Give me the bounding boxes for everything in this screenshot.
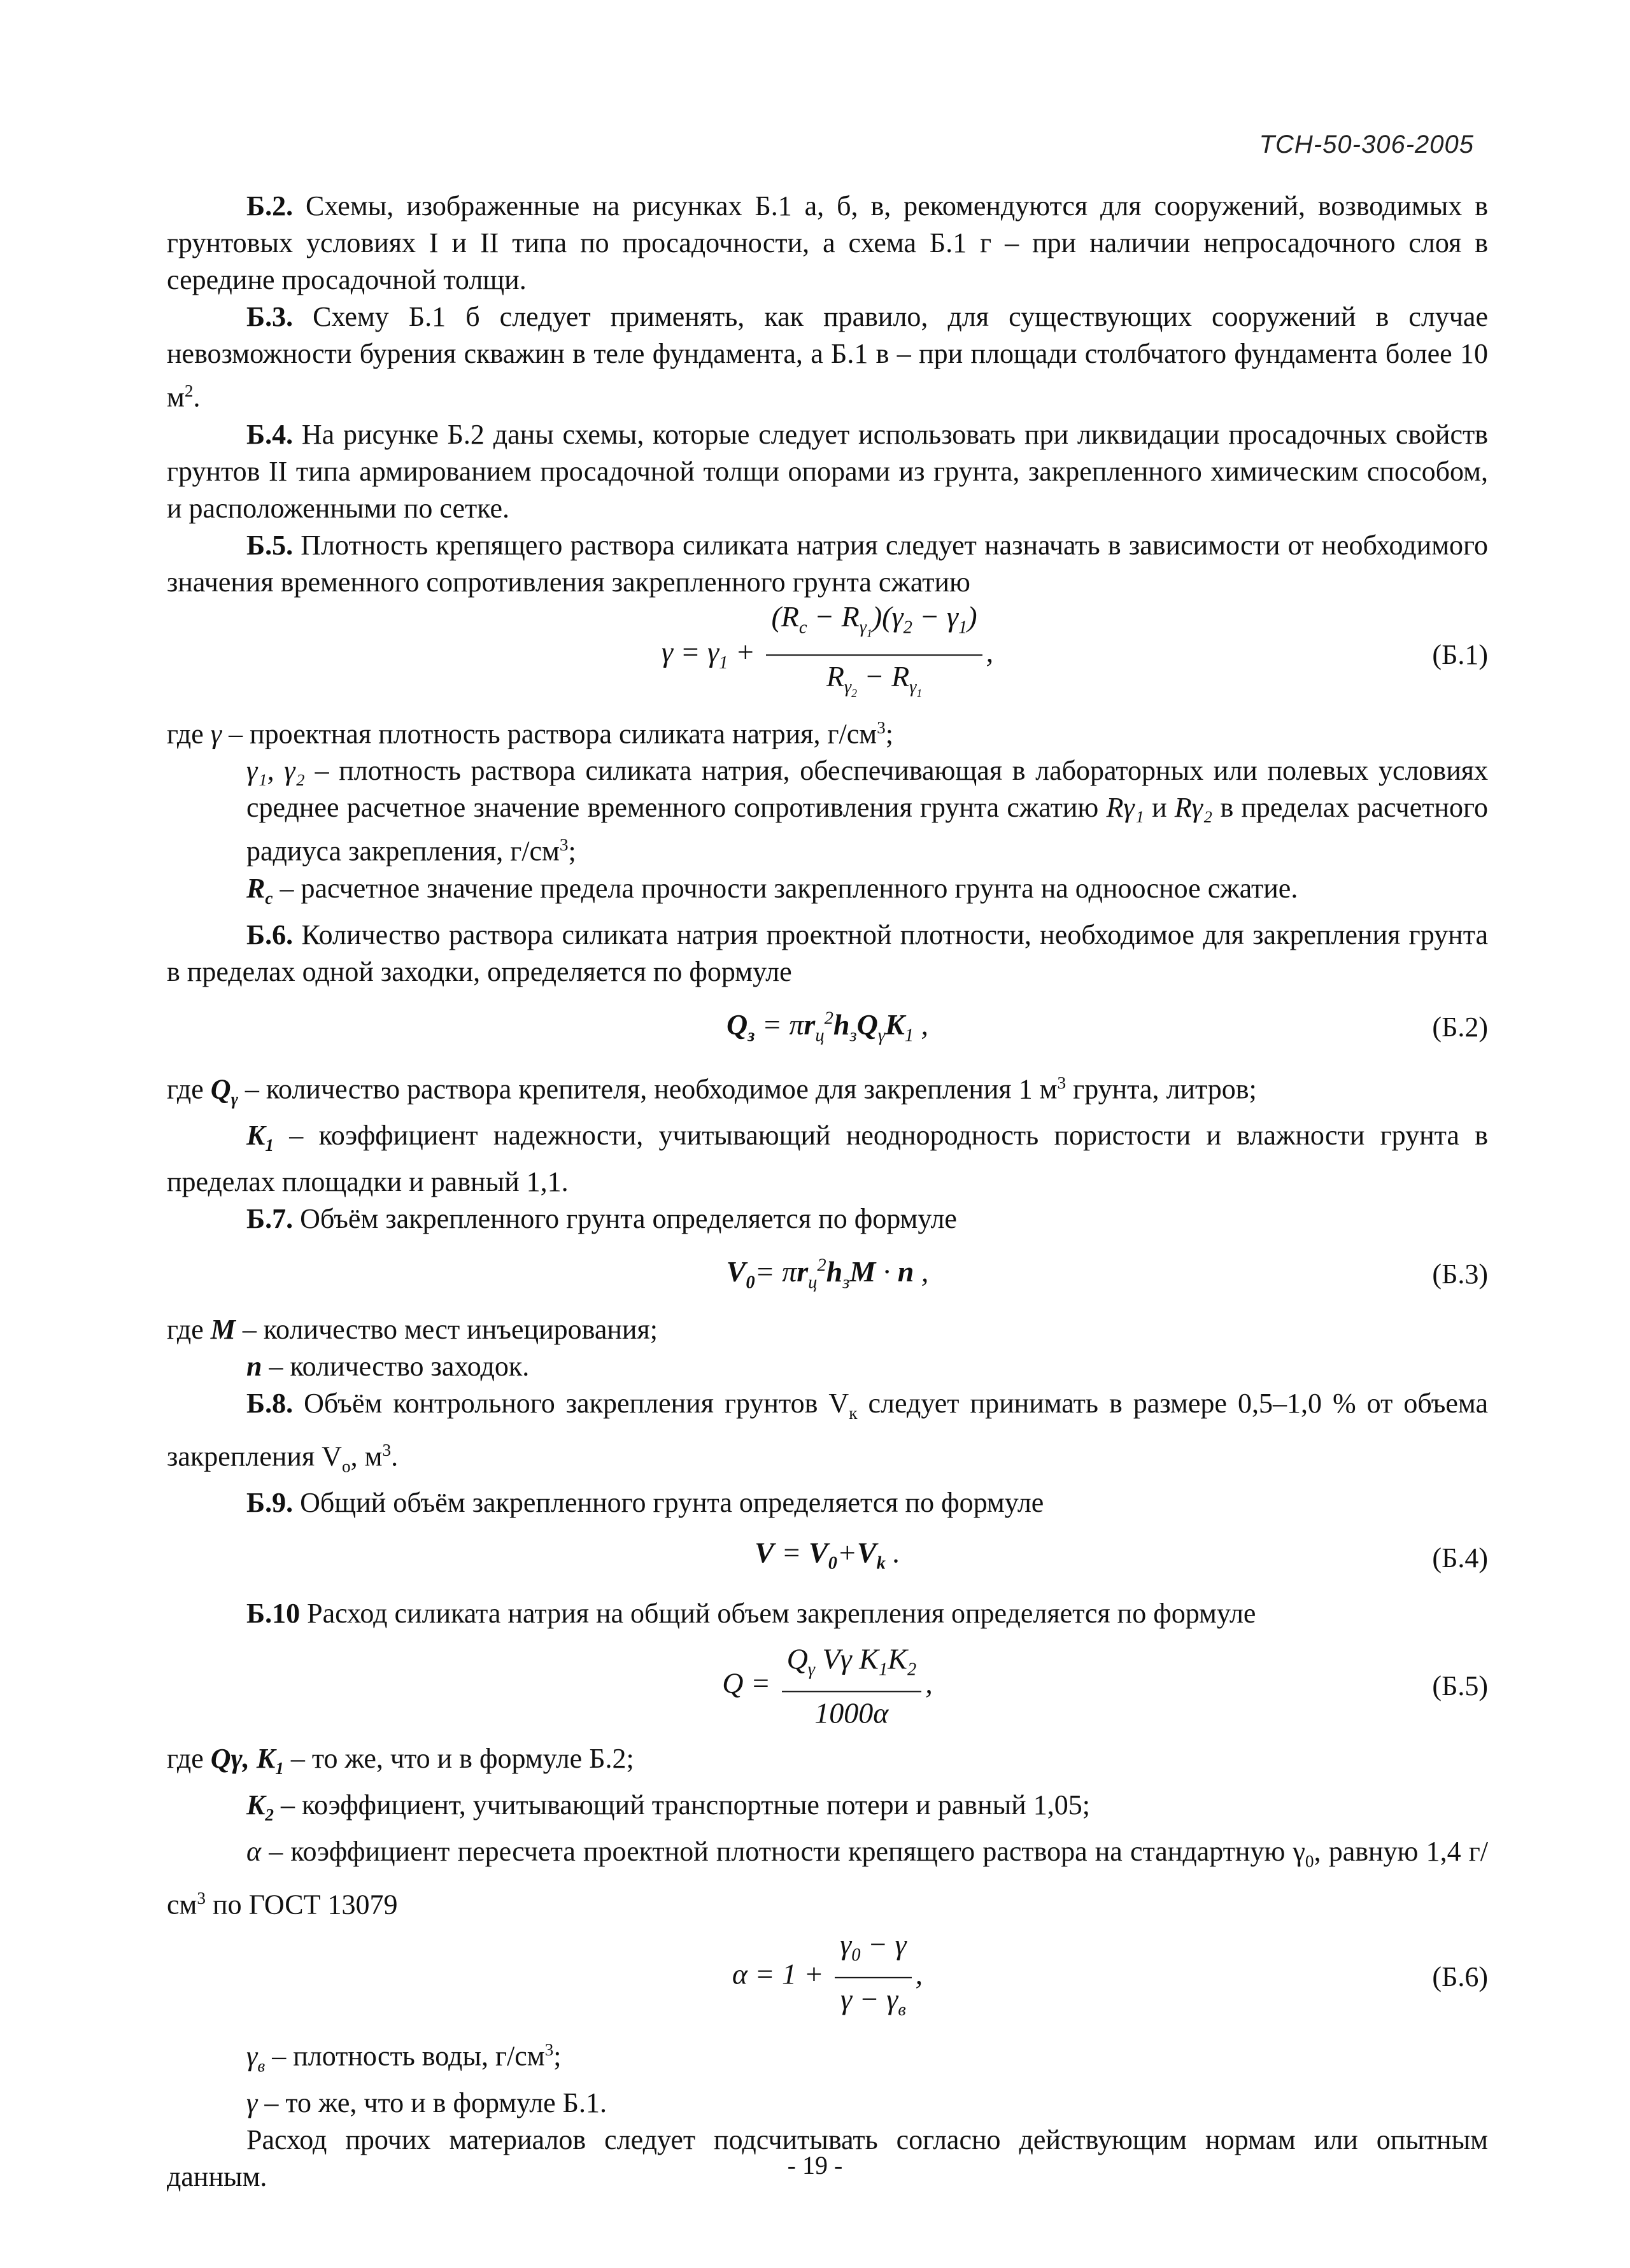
paragraph-b4 xyxy=(167,416,1488,527)
clause-label: Б.2. xyxy=(246,190,294,222)
formula-b3 xyxy=(167,1244,1488,1305)
def-text2: , равную 1,4 г/см xyxy=(167,1835,1488,1920)
page-number: - 19 - xyxy=(787,2151,843,2180)
superscript: 3 xyxy=(197,1888,206,1908)
def-subscript: 1 xyxy=(275,1759,284,1778)
paragraph-text: Схемы, изображенные на рисунках Б.1 а, б, в, рекомендуются для сооружений, возводимых в грунтовых условиях I и II типа по просадочности, а схема Б.1 г – при наличии непросадочного слоя в середине просадочной толщи. xyxy=(167,190,1488,295)
def-text: – плотность воды, г/см xyxy=(265,2040,545,2072)
paragraph-b6 xyxy=(167,917,1488,990)
page-body xyxy=(167,188,1488,2195)
subscript: 0 xyxy=(1305,1851,1314,1871)
paragraph-end: . xyxy=(391,1440,399,1472)
formula-number: (Б.1) xyxy=(1432,638,1488,670)
paragraph-b9 xyxy=(167,1484,1488,1521)
definition-gamma12 xyxy=(167,752,1488,870)
formula-expression: $\gamma = \gamma_1$ + $\frac{(R_c - R_{\gamma_1})(\gamma_2 - \gamma_1)}{R_{\gamma_2} - R_{\gamma_1}}$ , xyxy=(167,598,1488,712)
definition-q-gamma xyxy=(167,1064,1488,1117)
paragraph-b10 xyxy=(167,1595,1488,1632)
def-text: – коэффициент, учитывающий транспортные потери и равный 1,05; xyxy=(274,1789,1090,1821)
paragraph-text: Схему Б.1 б следует применять, как правило, для существующих сооружений в случае невозможности бурения скважин в теле фундамента, а Б.1 в – при площади столбчатого фундамента более 10 м xyxy=(167,301,1488,413)
def-symbol: K xyxy=(246,1120,266,1152)
definition-alpha xyxy=(167,1833,1488,1923)
def-text: – коэффициент пересчета проектной плотности крепящего раствора на стандартную γ xyxy=(261,1835,1305,1867)
def-prefix: где xyxy=(167,1314,211,1346)
formula-b1 xyxy=(167,600,1488,703)
definition-n xyxy=(167,1348,1488,1385)
formula-expression: $Q_з = \pi r_ц^2h_зQ_\gamma K_1$ , xyxy=(726,1008,929,1046)
superscript: 3 xyxy=(877,717,886,737)
def-text: – проектная плотность раствора силиката натрия, г/см xyxy=(222,718,877,750)
def-prefix: где xyxy=(167,718,211,750)
subscript: к xyxy=(849,1403,858,1423)
clause-label: Б.5. xyxy=(246,529,294,561)
formula-b6 xyxy=(167,1929,1488,2025)
formula-b4 xyxy=(167,1528,1488,1589)
def-subscript: 1 xyxy=(265,1136,274,1155)
formula-expression: $V_0= \pi r_ц^2h_зM \cdot n$ , xyxy=(726,1255,929,1293)
def-symbol-r2: Rγ₂ xyxy=(1174,792,1213,824)
paragraph-b8 xyxy=(167,1385,1488,1484)
def-symbol: α xyxy=(246,1835,262,1867)
document-code-header: ТСН-50-306-2005 xyxy=(1259,130,1474,158)
def-text: – коэффициент надежности, учитывающий неоднородность пористости и влажности грунта в пределах площадки и равный 1,1. xyxy=(167,1120,1488,1198)
def-subscript: γ xyxy=(230,1089,238,1109)
paragraph-text: Общий объём закрепленного грунта определяется по формуле xyxy=(293,1487,1044,1519)
formula-number: (Б.3) xyxy=(1432,1258,1488,1290)
formula-b5 xyxy=(167,1638,1488,1734)
subscript: о xyxy=(341,1456,351,1476)
closing-paragraph: Расход прочих материалов следует подсчитывать согласно действующим нормам или опытным данным. xyxy=(167,2124,1488,2192)
def-end: ; xyxy=(553,2040,562,2072)
clause-label: Б.10 xyxy=(246,1598,301,1630)
def-prefix: где xyxy=(167,1743,211,1775)
def-text: – количество раствора крепителя, необходимое для закрепления 1 м xyxy=(237,1073,1058,1105)
def-subscript: 2 xyxy=(265,1805,274,1824)
paragraph-text: Количество раствора силиката натрия проектной плотности, необходимое для закрепления грунта в пределах одной заходки, определяется по формуле xyxy=(167,919,1488,987)
clause-label: Б.6. xyxy=(246,919,294,950)
def-text2: в пределах расчетного радиуса закрепления, г/см xyxy=(246,792,1488,867)
def-text: – плотность раствора силиката натрия, обеспечивающая в лабораторных или полевых условиях среднее расчетное значение временного сопротивления грунта сжатию xyxy=(246,755,1488,824)
def-symbol: γ xyxy=(246,2040,258,2072)
superscript: 2 xyxy=(184,381,194,400)
def-symbol: n xyxy=(246,1351,262,1383)
def-symbol: γ xyxy=(210,718,222,750)
definition-qgamma-k1 xyxy=(167,1740,1488,1787)
def-symbol: Q xyxy=(210,1073,231,1105)
clause-label: Б.7. xyxy=(246,1203,294,1235)
definition-m xyxy=(167,1311,1488,1348)
paragraph-text: Объём закрепленного грунта определяется по формуле xyxy=(293,1203,957,1235)
paragraph-text: На рисунке Б.2 даны схемы, которые следует использовать при ликвидации просадочных свойств грунтов II типа армированием просадочной толщи опорами из грунта, закрепленного химическим способом, и расположенными по сетке. xyxy=(167,418,1488,524)
def-text: – количество заходок. xyxy=(262,1351,530,1383)
formula-expression: α = 1 + $\frac{\gamma_0 - \gamma}{\gamma - \gamma_в}$ , xyxy=(167,1926,1488,2028)
paragraph-text3: , м xyxy=(350,1440,383,1472)
def-text: – расчетное значение предела прочности закрепленного грунта на одноосное сжатие. xyxy=(273,872,1298,904)
def-and: и xyxy=(1144,792,1175,824)
paragraph-b3 xyxy=(167,299,1488,416)
paragraph-b2 xyxy=(167,188,1488,299)
formula-number: (Б.5) xyxy=(1432,1670,1488,1702)
def-text: – то же, что и в формуле Б.1. xyxy=(257,2087,607,2118)
formula-number: (Б.4) xyxy=(1432,1542,1488,1574)
def-symbol: M xyxy=(210,1314,236,1346)
definition-k1 xyxy=(167,1117,1488,1201)
def-symbol: Qγ, K xyxy=(210,1743,276,1775)
paragraph-text: Объём контрольного закрепления грунтов V xyxy=(293,1388,849,1419)
superscript: 3 xyxy=(1057,1073,1067,1092)
formula-b2 xyxy=(167,997,1488,1058)
definition-rc xyxy=(167,870,1488,917)
paragraph-b7 xyxy=(167,1201,1488,1237)
formula-expression: Q = $\frac{Q_\gamma V\gamma K_1K_2}{1000\alpha}$ , xyxy=(167,1641,1488,1732)
clause-label: Б.9. xyxy=(246,1487,294,1519)
def-text2: грунта, литров; xyxy=(1066,1073,1257,1105)
superscript: 3 xyxy=(382,1440,392,1460)
def-text: – количество мест инъецирования; xyxy=(235,1314,658,1346)
def-symbol-r1: Rγ₁ xyxy=(1106,792,1144,824)
paragraph-text2: следует принимать в размере 0,5–1,0 % от объема закрепления V xyxy=(167,1388,1489,1472)
clause-label: Б.3. xyxy=(246,301,294,332)
def-subscript: c xyxy=(265,888,273,908)
def-text: – то же, что и в формуле Б.2; xyxy=(283,1743,634,1775)
def-symbol: γ₁, γ₂ xyxy=(246,755,305,787)
def-subscript: в xyxy=(257,2056,266,2076)
definition-k2 xyxy=(167,1787,1488,1833)
clause-label: Б.4. xyxy=(246,418,294,450)
def-symbol: R xyxy=(246,872,266,904)
definition-gamma-ref xyxy=(167,2085,1488,2122)
superscript: 3 xyxy=(559,835,569,855)
definition-gamma xyxy=(167,709,1488,753)
def-prefix: где xyxy=(167,1073,211,1105)
clause-label: Б.8. xyxy=(246,1388,294,1419)
definition-gamma-water xyxy=(167,2031,1488,2084)
formula-number: (Б.2) xyxy=(1432,1011,1488,1043)
superscript: 3 xyxy=(544,2040,554,2060)
paragraph-end: . xyxy=(193,381,201,413)
def-symbol: γ xyxy=(246,2087,258,2118)
def-text3: по ГОСТ 13079 xyxy=(206,1889,398,1920)
formula-number: (Б.6) xyxy=(1432,1961,1488,1993)
def-symbol: K xyxy=(246,1789,266,1821)
paragraph-text: Плотность крепящего раствора силиката натрия следует назначать в зависимости от необходимого значения временного сопротивления закрепленного грунта сжатию xyxy=(167,529,1488,598)
def-end: ; xyxy=(568,835,576,867)
def-end: ; xyxy=(885,718,893,750)
paragraph-b5 xyxy=(167,527,1488,601)
paragraph-text: Расход силиката натрия на общий объем закрепления определяется по формуле xyxy=(300,1598,1256,1630)
formula-expression: $V = V_0+V_k$ . xyxy=(755,1536,900,1574)
